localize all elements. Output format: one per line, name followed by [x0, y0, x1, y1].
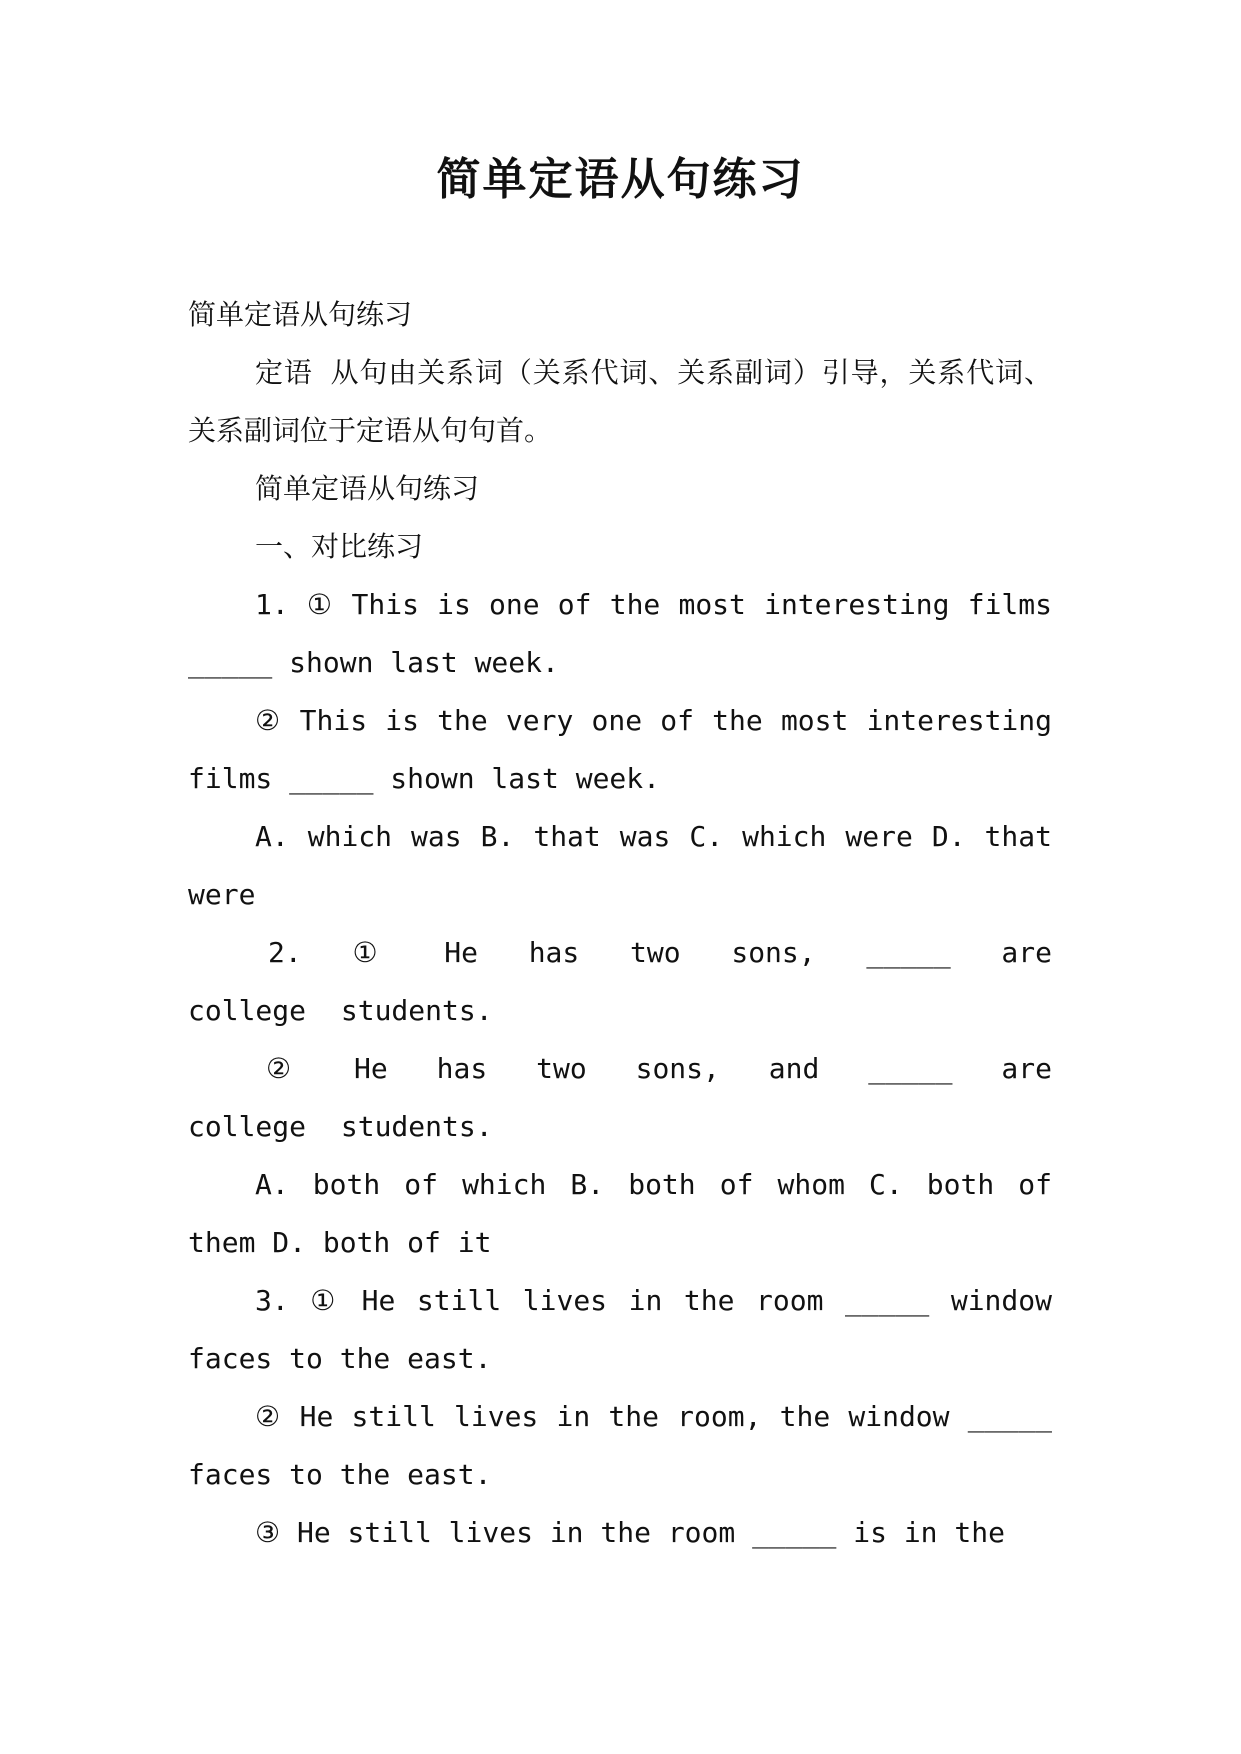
section-heading: 一、对比练习 [255, 530, 424, 563]
paragraph-heading: 简单定语从句练习 [188, 298, 413, 331]
question-1-2: ② This is the very one of the most interesting films _____ shown last week. [188, 704, 1052, 795]
question-3-1: 3. ① He still lives in the room _____ window faces to the east. [188, 1284, 1052, 1375]
document-title: 简单定语从句练习 [436, 154, 805, 205]
paragraph-subheading: 简单定语从句练习 [255, 472, 480, 505]
question-3-2: ② He still lives in the room, the window _____ faces to the east. [188, 1400, 1052, 1491]
question-1-options: A. which was B. that was C. which were D. that were [188, 820, 1052, 911]
question-2-options: A. both of which B. both of whom C. both of them D. both of it [188, 1168, 1052, 1259]
question-3-3: ③ He still lives in the room _____ is in the [255, 1516, 1005, 1549]
document-body [188, 286, 1052, 1562]
question-2-2: ② He has two sons, and _____ are college students. [188, 1052, 1052, 1143]
question-2-1: 2. ① He has two sons, _____ are college students. [188, 936, 1052, 1027]
question-1-1: 1. ① This is one of the most interesting films _____ shown last week. [188, 588, 1052, 679]
paragraph-definition: 定语 从句由关系词（关系代词、关系副词）引导，关系代词、关系副词位于定语从句句首。 [188, 356, 1052, 447]
